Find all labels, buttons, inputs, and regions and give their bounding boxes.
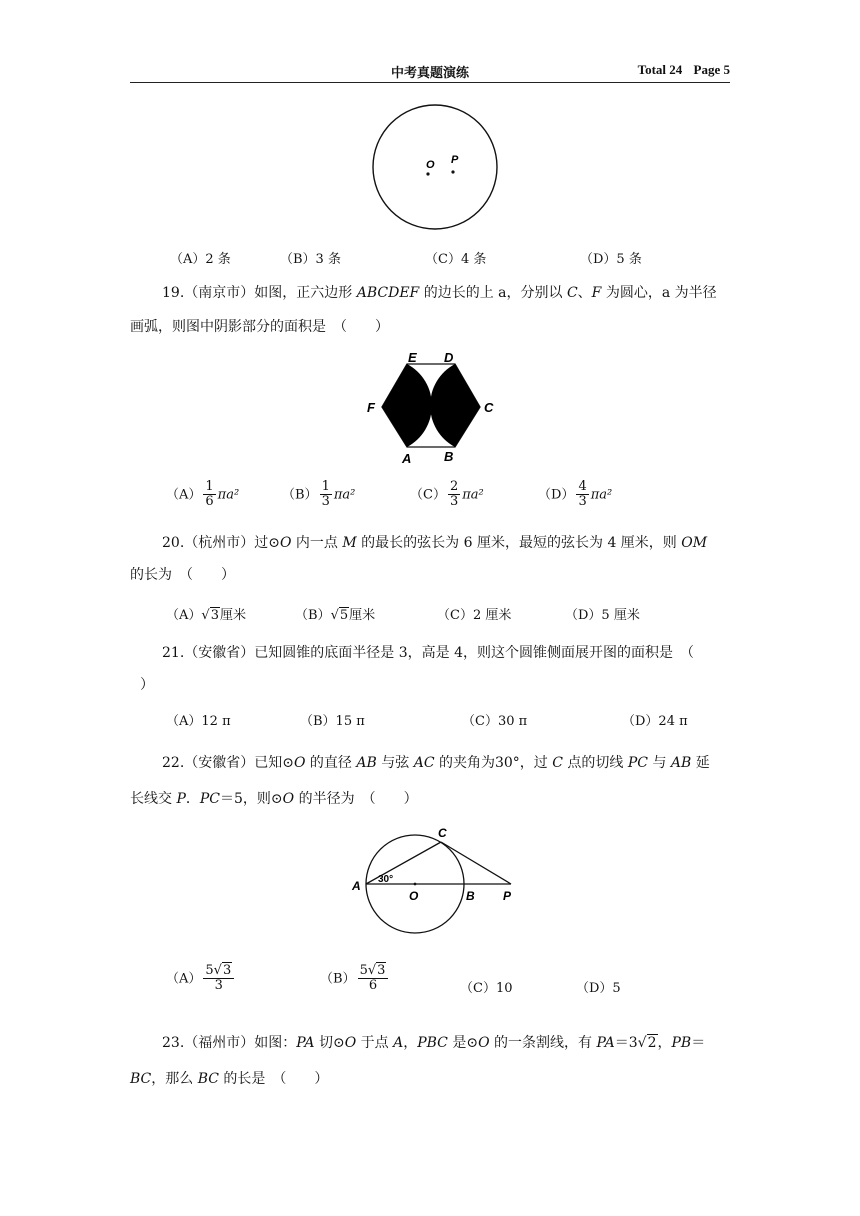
q18-option-d: （D）5 条 <box>580 252 642 267</box>
q18-option-a: （A）2 条 <box>170 252 231 267</box>
q22-option-b: （B） $\frac{5√3}{6}$ <box>320 964 390 994</box>
q19-option-d: （D） $\frac{4}{3}$ πa² <box>538 479 613 510</box>
q20-option-c: （C）2 厘米 <box>437 608 512 623</box>
label-f: F <box>367 400 375 415</box>
header-page: Page 5 <box>693 62 730 77</box>
center-point <box>414 883 417 886</box>
q21-option-b: （B）15 π <box>300 714 365 729</box>
tangent-pc <box>441 842 511 884</box>
q20-line2: 的长为 （ ） <box>130 567 235 583</box>
label-e: E <box>408 350 417 365</box>
q18-option-c: （C）4 条 <box>425 252 487 267</box>
q22-option-c: （C）10 <box>460 981 513 996</box>
shaded-region-left <box>382 364 432 447</box>
q20-option-b: （B）√5厘米 <box>295 608 376 623</box>
q21-option-d: （D）24 π <box>622 714 688 729</box>
label-p: P <box>451 154 459 166</box>
circle-outline <box>373 105 497 229</box>
q22-option-d: （D）5 <box>576 981 621 996</box>
q19-line2: 画弧，则图中阴影部分的面积是 （ ） <box>130 319 389 335</box>
point-o <box>426 172 429 175</box>
q19-option-a: （A） $\frac{1}{6}$ πa² <box>166 479 240 510</box>
q22-line2: 长线交 P．PC＝5，则⊙O 的半径为 （ ） <box>130 791 418 807</box>
q20-option-a: （A）√3厘米 <box>166 608 246 623</box>
page-header <box>130 62 730 83</box>
q19-line1: 19.（南京市）如图，正六边形 ABCDEF 的边长的上 a，分别以 C、F 为圆心，a 为半径 <box>162 285 717 301</box>
label-d: D <box>444 350 454 365</box>
label-a: A <box>352 879 361 893</box>
q23-line1: 23.（福州市）如图：PA 切⊙O 于点 A，PBC 是⊙O 的一条割线，有 PA＝3√2，PB＝ <box>162 1035 706 1051</box>
label-angle: 30° <box>378 874 394 885</box>
label-p: P <box>503 889 512 903</box>
label-c: C <box>484 400 494 415</box>
label-o: O <box>409 889 419 903</box>
q21-line1: 21.（安徽省）已知圆锥的底面半径是 3，高是 4，则这个圆锥侧面展开图的面积是 （ <box>162 645 694 661</box>
q19-option-b: （B） $\frac{1}{3}$ πa² <box>282 479 356 510</box>
q21-option-c: （C）30 π <box>462 714 528 729</box>
q21-line2: ） <box>140 677 154 693</box>
header-total: Total 24 <box>637 62 683 77</box>
label-a: A <box>402 451 412 466</box>
q20-option-d: （D）5 厘米 <box>565 608 640 623</box>
q19-option-c: （C） $\frac{2}{3}$ πa² <box>410 479 484 510</box>
header-page-info <box>630 62 730 78</box>
label-o: O <box>426 159 435 171</box>
q22-option-a: （A） $\frac{5√3}{3}$ <box>166 964 236 994</box>
header-title: 中考真题演练 <box>390 66 469 81</box>
label-b: B <box>444 449 454 464</box>
label-b: B <box>466 889 475 903</box>
q20-line1: 20.（杭州市）过⊙O 内一点 M 的最长的弦长为 6 厘米，最短的弦长为 4 厘米，则 OM <box>162 535 708 551</box>
point-p <box>451 170 454 173</box>
q18-option-b: （B）3 条 <box>280 252 341 267</box>
figure-q19-hexagon <box>360 350 510 468</box>
figure-q18-circle <box>370 102 500 232</box>
label-c: C <box>438 826 447 840</box>
q22-line1: 22.（安徽省）已知⊙O 的直径 AB 与弦 AC 的夹角为30°，过 C 点的切线 PC 与 AB 延 <box>162 755 710 771</box>
q21-option-a: （A）12 π <box>166 714 231 729</box>
q23-line2: BC，那么 BC 的长是 （ ） <box>130 1071 329 1087</box>
shaded-region-right <box>430 364 480 447</box>
figure-q22-circle-tangent <box>345 822 525 947</box>
